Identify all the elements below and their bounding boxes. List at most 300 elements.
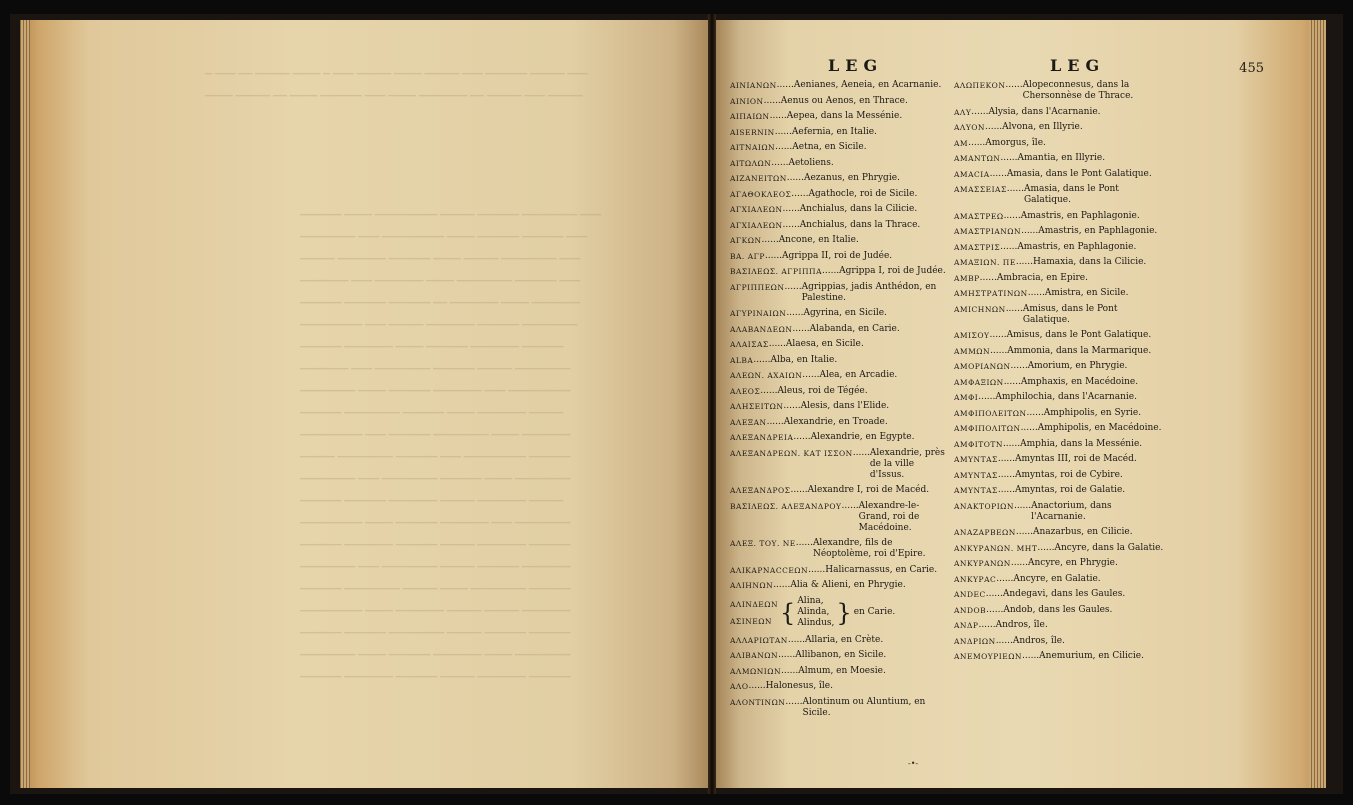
place-name: Andegavi, dans les Gaules. [1002,589,1126,599]
index-entry [954,423,1164,434]
bracket-group [730,596,950,630]
index-entry [954,392,1164,403]
dot-leader: ...... [773,580,791,590]
index-entry [954,304,1164,326]
dot-leader: ...... [766,416,784,427]
place-name: Ancyre, en Galatie. [1013,573,1101,584]
greek-legend: ΑΜΥΝΤΑΣ [954,470,998,480]
greek-legend: ΑΜΜΩΝ [954,346,991,356]
index-entry [730,417,950,428]
dot-leader: ...... [989,330,1007,340]
dot-leader: ...... [786,173,804,183]
index-entry [954,620,1164,631]
left-page-edge [20,20,30,788]
index-entry [954,273,1164,284]
index-entry [954,527,1164,538]
dot-leader: ...... [781,665,799,676]
place-name: Alvona, en Illyrie. [1002,122,1083,132]
dot-leader: ...... [782,204,800,214]
greek-legend: ΑΙΝΙΑΝΩΝ [730,81,777,90]
index-column-left [730,80,950,723]
greek-legend: ΑΓΧΙΑΛΕΩΝ [730,205,783,214]
dot-leader: ...... [787,634,806,645]
place-name: Alopeconnesus, dans la Chersonnèse de Thrace. [1022,80,1134,101]
dot-leader: ...... [748,681,766,691]
place-name: Halicarnassus, en Carie. [825,564,938,575]
dot-leader: ...... [968,137,986,148]
index-entry [730,282,950,304]
greek-legend: ΑΜΑΣΣΕΙΑΣ [954,185,1007,194]
dot-leader: ...... [1005,80,1023,90]
place-name: Aepea, dans la Messénie. [786,111,903,121]
right-page [716,20,1326,788]
greek-legend: ΑΛΑΙΣΑΣ [730,340,769,349]
greek-legend: ΒΑΣΙΛΕΩΣ. ΑΓΡΙΠΠΑ [730,267,822,276]
place-name: Allaria, en Crète. [805,634,884,645]
dot-leader: ...... [1027,288,1045,298]
greek-legend: ΑΝΔΡ [954,621,979,630]
dot-leader: ...... [995,635,1013,646]
greek-legend: ΑΛΟΝΤΙΝΩΝ [730,697,786,707]
index-entry [954,636,1164,647]
index-entry [730,158,950,169]
index-entry [954,169,1164,180]
dot-leader: ...... [1010,361,1028,371]
place-name: Ancyre, en Phrygie. [1028,558,1118,568]
index-entry [730,681,950,692]
dot-leader: ...... [989,168,1007,179]
index-entry [730,370,950,381]
dot-leader: ...... [793,432,811,442]
greek-legend: ΑΛΑΒΑΝΔΕΩΝ [730,324,793,334]
dot-leader: ...... [985,589,1003,599]
place-name: Amorgus, île. [985,137,1046,148]
dot-leader: ...... [990,345,1008,356]
greek-legend: ΑΝDOB [954,605,987,615]
index-entry [730,580,950,591]
greek-legend: ΑΜΑCΙΑ [954,169,990,179]
index-entry [730,173,950,184]
place-name: Alinda, [797,607,830,617]
place-name: Agrippa II, roi de Judée. [782,250,893,261]
greek-legend: ΑΓΑΘΟΚΛΕΟΣ [730,189,792,199]
place-name: Amphipolis, en Macédoine. [1037,423,1162,433]
place-name: Agrippa I, roi de Judée. [839,266,946,276]
place-name: Agyrina, en Sicile. [803,308,887,318]
dot-leader: ...... [784,281,802,292]
index-entry [954,184,1164,206]
dot-leader: ...... [1013,500,1032,511]
index-entry [954,242,1164,253]
place-name: Alexandre I, roi de Macéd. [807,485,930,495]
index-entry [730,251,950,262]
index-entry [730,485,950,496]
greek-legend: ΑΝΚΥΡΑΝΩΝ [954,559,1011,568]
dot-leader: ...... [1015,257,1033,267]
index-entry [730,401,950,412]
index-entry [954,257,1164,268]
place-name: Anchialus, dans la Thrace. [799,219,921,230]
place-name: Amyntas III, roi de Macéd. [1015,454,1137,464]
dot-leader: ...... [790,485,808,495]
place-name: Amasia, dans le Pont Galatique. [1023,184,1119,205]
place-name: Alba, en Italie. [770,354,838,365]
greek-legend: ΑΜΑΞΙΩΝ. ΠΕ [954,258,1016,267]
left-page [20,20,708,788]
greek-legend: ΑΝΕΜΟΥΡΙΕΩΝ [954,652,1022,661]
dot-leader: ...... [1000,153,1018,163]
index-entry [730,538,950,560]
index-entry [730,80,950,91]
index-entry [730,235,950,246]
index-entry [954,80,1164,102]
place-name: Amphia, dans la Messénie. [1020,438,1143,449]
place-name: Ancyre, dans la Galatie. [1054,542,1164,553]
place-name: Andob, dans les Gaules. [1003,604,1113,615]
index-entry [730,324,950,335]
place-name: Ancone, en Italie. [778,235,859,245]
greek-legend: ΒΑ. ΑΓΡ [730,251,765,261]
greek-legend: ΑΜΥΝΤΑΣ [954,455,998,464]
greek-legend: ΑΓΡΙΠΠΕΩΝ [730,282,785,292]
greek-legend: ΑΝDEC [954,590,986,599]
dot-leader: ...... [792,323,810,334]
place-name: Alysia, dans l'Acarnanie. [988,106,1101,117]
place-name: Amorium, en Phrygie. [1027,361,1128,371]
place-name: Amisus, dans le Pont Galatique. [1006,330,1152,340]
dot-leader: ...... [1002,438,1021,449]
index-entry [730,666,950,677]
place-name: Amyntas, roi de Cybire. [1015,469,1123,480]
dot-leader: ...... [978,620,996,630]
place-name: Alabanda, en Carie. [809,323,900,334]
place-name: Amastris, en Paphlagonie. [1038,226,1158,236]
place-name: Amphaxis, en Macédoine. [1020,376,1139,387]
dot-leader: ...... [786,308,804,318]
place-name: Aezanus, en Phrygie. [803,173,900,183]
index-entry [954,543,1164,554]
greek-legend: ΑΓΧΙΑΛΕΩΝ [730,220,783,230]
index-entry [954,153,1164,164]
dot-leader: ...... [978,392,996,402]
greek-legend: ΑΛΥ [954,107,972,117]
open-book [10,14,1343,794]
dot-leader: ...... [852,447,870,458]
greek-legend: ΑΜΦΙΠΟΛΕΙΤΩΝ [954,408,1027,418]
dot-leader: ...... [768,339,786,349]
greek-legend: ΑΛΛΑΡΙΩΤΑΝ [730,635,788,645]
dot-leader: ...... [785,696,803,707]
place-name: Anactorium, dans l'Acarnanie. [1031,500,1112,522]
place-name: Amistra, en Sicile. [1044,288,1129,298]
place-name: Alexandrie, près de la ville d'Issus. [869,447,945,480]
right-brace: } [836,598,852,627]
dot-leader: ...... [771,157,789,168]
dot-leader: ...... [775,142,793,152]
dot-leader: ...... [1005,303,1023,314]
dot-leader: ...... [997,485,1016,495]
greek-legend: ΒΑΣΙΛΕΩΣ. ΑΛΕΞΑΝΔΡΟΥ [730,501,842,511]
place-name: Andros, île. [995,620,1048,630]
index-entry [954,377,1164,388]
index-entry [730,204,950,215]
greek-legend: ΑΜΟΡΙΑΝΩΝ [954,362,1011,371]
greek-legend: ΑΙΖΑΝΕΙΤΩΝ [730,174,787,183]
index-entry [954,226,1164,237]
index-entry [954,346,1164,357]
place-name: Alindus, [797,618,835,628]
dot-leader: ...... [1003,210,1021,221]
place-name: Almum, en Moesie. [798,665,886,676]
place-name: Amastris, en Paphlagonie. [1017,241,1137,252]
place-name: Halonesus, île. [765,681,833,691]
greek-legend: ΑΛΕΞΑΝΔΡΕΩΝ. ΚΑΤ ΙΣΣΟΝ [730,448,853,458]
index-entry [730,266,950,277]
dot-leader: ...... [791,188,809,199]
index-entry [954,589,1164,600]
index-entry [954,122,1164,133]
greek-legend: ΑΛΙΝΔΕΩΝ [730,599,779,609]
greek-legend: ΑΙΤΩΛΩΝ [730,158,772,168]
greek-legend: ΑΜΦΙΤΟΤΝ [954,439,1003,449]
bleed-through-text: ▁▁▁▁▁▁ ▁▁▁▁ ▁▁▁▁▁▁▁▁▁ ▁▁▁▁▁ ▁▁▁▁▁▁ ▁▁▁▁▁▁▁▁ ▁▁▁ ▁▁▁▁▁▁▁▁ ▁▁▁ ▁▁▁▁▁▁▁▁▁ ▁▁▁▁ ▁▁▁▁▁▁ ▁▁▁▁▁▁ ▁▁▁ ▁▁▁▁▁ ▁▁▁▁▁▁▁ ▁▁▁▁▁▁ ▁▁▁▁ ▁▁▁▁▁ ▁▁▁▁▁▁▁▁ ▁▁▁ ▁▁▁▁▁▁▁ ▁▁▁ ▁▁▁▁▁▁▁ ▁▁▁▁ ▁▁▁▁▁▁▁▁ ▁▁▁▁▁▁ ▁▁▁ ▁▁▁▁▁▁ ▁▁▁▁▁▁ ▁▁▁▁▁▁ ▁▁ ▁▁▁▁▁▁▁ ▁▁▁▁ ▁▁▁▁▁▁▁ ▁▁▁▁▁▁▁▁▁ ▁▁▁ ▁▁▁▁▁ ▁▁▁▁▁▁▁ ▁▁▁▁▁▁ ▁▁▁▁▁▁▁▁ ▁▁▁▁▁▁ ▁▁▁▁▁▁▁ ▁▁▁▁ ▁▁▁▁▁▁ ▁▁▁▁▁▁▁ ▁▁▁▁▁▁ ▁▁▁▁▁▁▁ ▁▁▁ ▁▁▁▁▁▁▁▁ ▁▁▁▁▁▁ ▁▁▁▁▁ ▁▁▁▁▁▁▁▁ ▁▁▁▁▁▁▁▁ ▁▁▁▁ ▁▁▁▁▁▁ ▁▁▁▁▁▁▁ ▁▁▁ ▁▁▁▁▁▁▁▁▁ ▁▁▁▁▁▁ ▁▁▁▁▁▁▁▁ ▁▁▁▁▁▁ ▁▁▁▁ ▁▁▁▁▁▁▁ ▁▁▁▁▁ ▁▁▁▁▁▁▁▁▁ ▁▁▁ ▁▁▁▁▁▁ ▁▁▁▁▁▁▁▁ ▁▁▁▁ ▁▁▁▁▁▁▁ ▁▁▁▁▁ ▁▁▁▁▁▁▁▁ ▁▁▁▁▁▁ ▁▁▁ ▁▁▁▁▁▁▁▁▁ ▁▁▁▁▁▁ ▁▁▁▁▁▁▁▁ ▁▁▁ ▁▁▁▁▁▁▁▁ ▁▁▁▁▁▁ ▁▁▁▁ ▁▁▁▁▁▁▁▁ ▁▁▁▁▁▁ ▁▁▁▁▁▁ ▁▁▁▁▁▁▁ ▁▁▁▁▁ ▁▁▁▁▁▁▁ ▁▁▁▁▁ ▁▁▁▁▁▁▁▁▁ ▁▁▁▁ ▁▁▁▁▁▁ ▁▁▁▁▁▁▁ ▁▁▁ ▁▁▁▁▁▁▁▁ ▁▁▁▁▁▁ ▁▁▁▁▁▁▁ ▁▁▁▁▁▁ ▁▁▁▁▁ ▁▁▁▁▁▁▁ ▁▁▁▁▁▁ ▁▁▁▁▁▁▁▁ ▁▁▁ ▁▁▁▁▁▁▁▁ ▁▁▁▁▁ ▁▁▁▁▁▁ ▁▁▁▁▁▁▁ ▁▁▁▁▁▁ ▁▁▁▁▁▁▁▁ ▁▁▁▁▁ ▁▁▁▁ ▁▁▁▁▁▁▁▁ ▁▁▁▁▁▁ ▁▁▁▁▁▁▁▁▁ ▁▁▁▁ ▁▁▁▁▁▁▁ ▁▁▁▁▁ ▁▁▁▁▁ ▁▁▁▁▁▁▁ ▁▁▁▁▁▁ ▁▁▁▁▁▁ ▁▁▁▁▁▁▁▁ ▁▁▁▁▁ ▁▁▁▁▁▁ ▁▁▁▁▁▁ ▁▁▁▁▁▁▁▁ ▁▁▁▁ ▁▁▁▁▁▁ ▁▁▁▁▁▁▁ ▁▁▁▁ ▁▁▁▁▁▁▁▁ ▁▁▁▁▁▁ ▁▁▁▁▁▁▁ ▁▁▁▁▁▁ ▁▁▁▁▁ ▁▁▁▁▁▁▁ ▁▁▁▁▁▁ [300,206,601,678]
dot-leader: ...... [997,454,1016,464]
index-entry [954,330,1164,341]
place-name: Aleus, roi de Tégée. [777,385,868,396]
greek-legend: ΑLBA [730,355,754,365]
greek-legend: ΑΜΦΙΠΟΛΙΤΩΝ [954,424,1021,433]
greek-legend: ΑΜΒΡ [954,273,980,283]
greek-legend: ΑΜΑΣΤΡΕΩ [954,211,1004,221]
index-entry [954,558,1164,569]
index-entry [730,339,950,350]
index-entry [954,651,1164,662]
greek-legend: ΑΝΔΡΙΩΝ [954,636,996,646]
dot-leader: ...... [763,95,781,106]
dot-leader: ...... [1037,542,1055,553]
place-name: Anemurium, en Cilicie. [1039,651,1144,661]
dot-leader: ...... [782,219,800,230]
page-number: 455 [1239,61,1264,76]
bleed-through-text: ▁▁▁▁ ▁▁▁▁▁ ▁▁ ▁▁▁▁ ▁▁▁▁▁▁ ▁▁▁ ▁▁▁▁ ▁▁▁▁▁▁▁ ▁▁ ▁▁▁▁▁ ▁▁▁ ▁▁▁▁▁ [205,87,583,97]
place-name: Aenus ou Aenos, en Thrace. [780,95,908,106]
greek-legend: ΑΛΕΩΝ. ΑΧΑΙΩΝ [730,371,803,380]
index-entry [730,111,950,122]
index-entry [954,439,1164,450]
book-gutter [708,14,716,794]
greek-legend: ΑΙΠΑΙΩΝ [730,112,770,121]
index-entry [730,386,950,397]
place-name: Hamaxia, dans la Cilicie. [1033,257,1147,267]
running-head-right: LEG [1050,56,1106,75]
index-entry [954,211,1164,222]
dot-leader: ...... [769,111,787,121]
index-entry [954,454,1164,465]
dot-leader: ...... [986,604,1004,615]
greek-legend: ΑΜΑΣΤΡΙΑΝΩΝ [954,227,1022,236]
dot-leader: ...... [808,564,826,575]
greek-legend: ΑΛΕΞΑΝΔΡΕΙΑ [730,433,794,442]
index-entry [954,361,1164,372]
place-name: Aetoliens. [788,157,834,168]
place-name: Alina, [797,596,824,606]
dot-leader: ...... [1022,651,1040,661]
dot-leader: ...... [971,106,989,117]
dot-leader: ...... [1006,184,1024,194]
dot-leader: ...... [997,469,1016,480]
greek-legend: ΑΜΦΑΞΙΩΝ [954,377,1004,387]
place-name: Alexandre-le-Grand, roi de Macédoine. [858,500,920,533]
place-name: Alia & Alieni, en Phrygie. [790,580,906,590]
left-brace: { [780,598,796,627]
place-name: Amisus, dans le Pont Galatique. [1022,303,1118,325]
dot-leader: ...... [774,126,792,137]
index-entry [730,448,950,481]
place-name: Anchialus, dans la Cilicie. [799,204,918,214]
page-ornament: -•- [908,759,919,768]
dot-leader: ...... [783,401,801,411]
greek-legend: ΑΜ [954,138,969,148]
dot-leader: ...... [841,500,859,511]
place-name: Agathocle, roi de Sicile. [808,188,918,199]
dot-leader: ...... [1015,527,1034,537]
dot-leader: ...... [1021,226,1039,236]
index-entry [954,485,1164,496]
dot-leader: ...... [760,385,778,396]
greek-legend: ΑΛΩΠΕΚΟΝ [954,81,1006,90]
dot-leader: ...... [822,266,840,276]
greek-legend: ΑΙΝΙΟΝ [730,96,764,106]
region-name: en Carie. [853,607,896,617]
dot-leader: ...... [778,650,796,660]
greek-legend: ΑΛΟ [730,682,749,691]
right-page-edge [1309,20,1326,788]
place-name: Aetna, en Sicile. [792,142,867,152]
index-entry [730,127,950,138]
index-entry [954,501,1164,523]
place-name: Alexandrie, en Egypte. [810,432,915,442]
index-entry [730,355,950,366]
bleed-through-text: ▁ ▁▁▁ ▁▁ ▁▁▁▁▁ ▁▁▁▁ ▁ ▁▁▁ ▁▁▁▁▁ ▁▁▁▁ ▁▁▁▁▁ ▁▁▁ ▁▁▁▁▁▁ ▁▁▁▁▁ ▁▁▁ [205,65,589,75]
greek-legend: ΑΝΑΖΑΡΒΕΩΝ [954,528,1016,537]
running-head-left: LEG [828,56,884,75]
index-entry [730,432,950,443]
index-entry [730,189,950,200]
greek-legend: ΑΛΕΞΑΝΔΡΟΣ [730,486,791,495]
index-entry [954,408,1164,419]
greek-legend: ΑΜΥΝΤΑΣ [954,486,998,495]
dot-leader: ...... [979,272,997,283]
index-entry [730,650,950,661]
greek-legend: ΑΛΙΒΑΝΩΝ [730,651,779,660]
place-name: Ambracia, en Epire. [996,272,1088,283]
place-name: Andros, île. [1012,635,1065,646]
greek-legend: ΑΛΗΣΕΙΤΩΝ [730,402,784,411]
greek-legend: ΑΛΥΟΝ [954,123,985,132]
greek-legend: ΑΝΚΥΡΑC [954,574,997,584]
dot-leader: ...... [753,354,771,365]
greek-legend: ΑΛΕΟΣ [730,386,761,396]
place-name: Amyntas, roi de Galatie. [1015,485,1126,495]
place-name: Ammonia, dans la Marmarique. [1007,345,1152,356]
greek-legend: ΑΜΗΣΤΡΑΤΙΝΩΝ [954,289,1028,298]
dot-leader: ...... [776,80,794,90]
place-name: Amphipolis, en Syrie. [1043,407,1142,418]
index-entry [730,697,950,719]
index-entry [954,574,1164,585]
index-entry [730,501,950,534]
index-entry [954,138,1164,149]
dot-leader: ...... [1010,558,1029,568]
place-name: Alexandre, fils de Néoptolème, roi d'Epire. [812,538,926,559]
index-entry [730,142,950,153]
place-name: Amantia, en Illyrie. [1017,153,1106,163]
place-name: Alesis, dans l'Elide. [800,401,890,411]
index-entry [730,96,950,107]
greek-legend: ΑΝΚΥΡΑΝΩΝ. ΜΗΤ [954,543,1038,553]
greek-legend: ΑΣΙΝΕΩΝ [730,616,772,626]
greek-legend: ΑΓΚΩΝ [730,236,762,245]
place-name: Anazarbus, en Cilicie. [1033,527,1133,537]
dot-leader: ...... [1026,407,1044,418]
dot-leader: ...... [802,370,820,380]
dot-leader: ...... [985,122,1003,132]
greek-legend: ΑΛΕΞ. ΤΟΥ. ΝΕ [730,539,796,548]
greek-legend: ΑΛΕΞΑΝ [730,417,767,427]
place-name: Agrippias, jadis Anthédon, en Palestine. [801,281,937,303]
index-column-right [954,80,1164,667]
index-entry [730,565,950,576]
greek-legend: ΑΛΜΩΝΙΩΝ [730,666,782,676]
index-entry [954,288,1164,299]
greek-legend: ΑΜΑΝΤΩΝ [954,154,1001,163]
dot-leader: ...... [996,573,1014,584]
index-entry [730,308,950,319]
index-entry [954,107,1164,118]
place-name: Aenianes, Aeneia, en Acarnanie. [793,80,942,90]
place-name: Alontinum ou Aluntium, en Sicile. [802,696,926,718]
place-name: Amastris, en Paphlagonie. [1020,210,1140,221]
index-entry [954,470,1164,481]
dot-leader: ...... [1020,423,1038,433]
place-name: Aefernia, en Italie. [791,126,877,137]
place-name: Alexandrie, en Troade. [783,416,888,427]
greek-legend: ΑΛΙΚΑΡΝΑCCΕΩΝ [730,565,809,575]
dot-leader: ...... [1003,376,1021,387]
greek-legend: ΑΙSERNIN [730,127,775,137]
greek-legend: ΑΜΙCΗΝΩΝ [954,304,1006,314]
dot-leader: ...... [1000,241,1018,252]
place-name: Allibanon, en Sicile. [795,650,887,660]
greek-legend: ΑΜΙΣΟΥ [954,331,990,340]
greek-legend: ΑΓΥΡΙΝΑΙΩΝ [730,309,787,318]
index-entry [730,635,950,646]
dot-leader: ...... [761,235,779,245]
greek-legend: ΑΛΙΗΝΩΝ [730,581,774,590]
greek-legend: ΑΝΑΚΤΟΡΙΩΝ [954,501,1014,511]
dot-leader: ...... [764,250,783,261]
greek-legend: ΑΙΤΝΑΙΩΝ [730,143,776,152]
greek-legend: ΑΜΑΣΤΡΙΣ [954,242,1001,252]
index-entry [730,220,950,231]
place-name: Alea, en Arcadie. [819,370,898,380]
place-name: Amasia, dans le Pont Galatique. [1006,168,1152,179]
dot-leader: ...... [795,538,813,548]
greek-legend: ΑΜΦΙ [954,393,979,402]
place-name: Alaesa, en Sicile. [785,339,864,349]
index-entry [954,605,1164,616]
place-name: Amphilochia, dans l'Acarnanie. [995,392,1137,402]
